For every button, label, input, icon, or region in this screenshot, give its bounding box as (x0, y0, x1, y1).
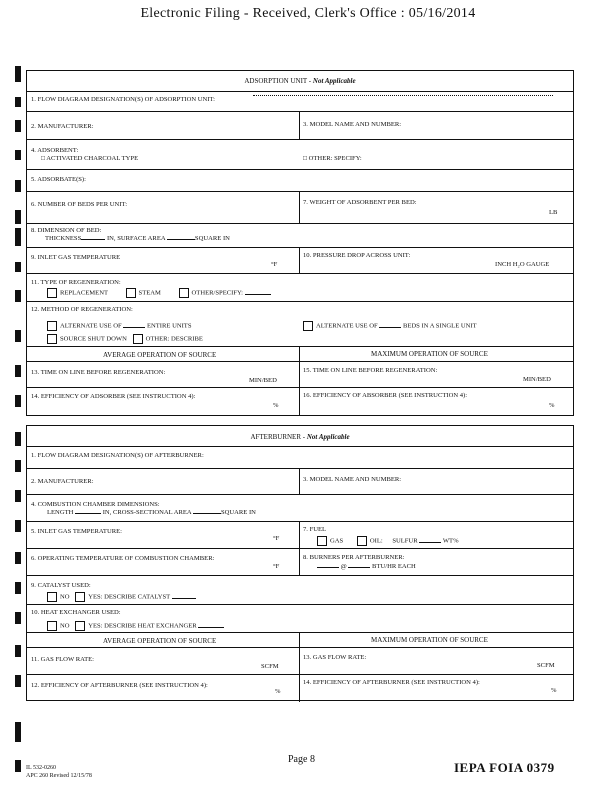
field-regeneration-method: 12. METHOD OF REGENERATION: (31, 306, 133, 313)
other-regeneration-input[interactable] (245, 294, 271, 295)
unit-scfm-max: SCFM (537, 662, 555, 669)
form-code-2: APC 260 Revised 12/15/78 (26, 773, 92, 779)
field-model: 3. MODEL NAME AND NUMBER: (303, 121, 402, 128)
field-ab-manufacturer: 2. MANUFACTURER: (31, 478, 94, 485)
unit-scfm-avg: SCFM (261, 663, 279, 670)
fuel-options: GAS OIL: SULFUR WT% (317, 536, 459, 546)
field-adsorbate: 5. ADSORBATE(S): (31, 176, 86, 183)
avg-operation-heading: AVERAGE OPERATION OF SOURCE (103, 351, 217, 359)
unit-percent-ab-avg: % (275, 688, 281, 695)
field-combustion-dimensions: 4. COMBUSTION CHAMBER DIMENSIONS: (31, 501, 160, 508)
field-efficiency-avg: 14. EFFICIENCY OF ADSORBER (SEE INSTRUCTION 4): (31, 393, 196, 400)
alternate-entire-units-option: ALTERNATE USE OF ENTIRE UNITS (47, 321, 192, 331)
field-time-online-max: 15. TIME ON LINE BEFORE REGENERATION: (303, 367, 438, 374)
field-efficiency-max: 16. EFFICIENCY OF ABSORBER (SEE INSTRUCTION 4): (303, 392, 468, 399)
field-heat-exchanger: 10. HEAT EXCHANGER USED: (31, 609, 121, 616)
option-other-adsorbent[interactable]: □ OTHER: SPECIFY: (303, 155, 362, 162)
unit-min-bed-max: MIN/BED (523, 376, 551, 383)
btu-input[interactable] (348, 567, 370, 568)
adsorption-title: ADSORPTION UNIT - Not Applicable (244, 77, 356, 85)
heat-exchanger-options: NO YES: DESCRIBE HEAT EXCHANGER (47, 621, 224, 631)
field-bed-dimension: 8. DIMENSION OF BED: (31, 227, 102, 234)
not-applicable-note: Not Applicable (306, 433, 350, 441)
field-fuel: 7. FUEL (303, 526, 327, 533)
max-operation-heading: MAXIMUM OPERATION OF SOURCE (371, 350, 488, 358)
ab-max-operation-heading: MAXIMUM OPERATION OF SOURCE (371, 636, 488, 644)
field-ab-model: 3. MODEL NAME AND NUMBER: (303, 476, 402, 483)
field-beds-per-unit: 6. NUMBER OF BEDS PER UNIT: (31, 201, 128, 208)
field-inlet-gas-temp: 9. INLET GAS TEMPERATURE (31, 254, 121, 261)
option-activated-charcoal[interactable]: □ ACTIVATED CHARCOAL TYPE (41, 155, 139, 162)
source-shutdown-checkbox[interactable] (47, 334, 57, 344)
unit-min-bed-avg: MIN/BED (249, 377, 277, 384)
unit-inch-h2o: INCH H₂O GAUGE (495, 261, 550, 268)
field-operating-temp: 6. OPERATING TEMPERATURE OF COMBUSTION CHAMBER: (31, 555, 215, 562)
afterburner-section (26, 425, 574, 701)
regeneration-type-options: REPLACEMENT STEAM OTHER/SPECIFY: (47, 288, 271, 298)
field-gas-flow-max: 13. GAS FLOW RATE: (303, 654, 367, 661)
catalyst-no-checkbox[interactable] (47, 592, 57, 602)
shutdown-other-options: SOURCE SHUT DOWN OTHER: DESCRIBE (47, 334, 203, 344)
afterburner-title: AFTERBURNER - Not Applicable (250, 433, 350, 441)
flow-diagram-input[interactable] (253, 95, 553, 96)
replacement-checkbox[interactable] (47, 288, 57, 298)
combustion-dimension-line: LENGTH IN, CROSS-SECTIONAL AREA SQUARE IN (47, 509, 256, 516)
unit-deg-f-5: °F (273, 535, 280, 542)
field-adsorbent: 4. ADSORBENT: (31, 147, 79, 154)
hx-yes-checkbox[interactable] (75, 621, 85, 631)
catalyst-yes-checkbox[interactable] (75, 592, 85, 602)
unit-deg-f: °F (271, 261, 278, 268)
field-ab-flow-diagram: 1. FLOW DIAGRAM DESIGNATION(S) OF AFTERBURNER: (31, 452, 204, 459)
other-method-checkbox[interactable] (133, 334, 143, 344)
unit-lb: LB (549, 209, 558, 216)
burner-count-input[interactable] (317, 567, 339, 568)
foia-stamp: IEPA FOIA 0379 (454, 760, 555, 775)
filing-header: Electronic Filing - Received, Clerk's Office : 05/16/2014 (140, 6, 476, 21)
surface-area-input[interactable] (167, 239, 195, 240)
field-flow-diagram: 1. FLOW DIAGRAM DESIGNATION(S) OF ADSORPTION UNIT: (31, 96, 215, 103)
unit-percent-avg: % (273, 402, 279, 409)
field-weight-adsorbent: 7. WEIGHT OF ADSORBENT PER BED: (303, 199, 417, 206)
field-pressure-drop: 10. PRESSURE DROP ACROSS UNIT: (303, 252, 411, 259)
field-manufacturer: 2. MANUFACTURER: (31, 123, 94, 130)
alternate-beds-option: ALTERNATE USE OF BEDS IN A SINGLE UNIT (303, 321, 477, 331)
burners-line: @ BTU/HR EACH (317, 563, 416, 571)
entire-units-count-input[interactable] (123, 327, 145, 328)
ab-avg-operation-heading: AVERAGE OPERATION OF SOURCE (103, 637, 217, 645)
alternate-beds-checkbox[interactable] (303, 321, 313, 331)
alternate-entire-checkbox[interactable] (47, 321, 57, 331)
field-ab-inlet-temp: 5. INLET GAS TEMPERATURE: (31, 528, 122, 535)
unit-percent-max: % (549, 402, 555, 409)
cross-section-input[interactable] (193, 513, 221, 514)
hx-input[interactable] (198, 627, 224, 628)
page-number: Page 8 (288, 754, 315, 765)
not-applicable-note: Not Applicable (312, 77, 356, 85)
gas-checkbox[interactable] (317, 536, 327, 546)
oil-checkbox[interactable] (357, 536, 367, 546)
field-ab-efficiency-avg: 12. EFFICIENCY OF AFTERBURNER (SEE INSTRUCTION 4): (31, 682, 208, 689)
unit-deg-f-6: °F (273, 563, 280, 570)
hx-no-checkbox[interactable] (47, 621, 57, 631)
sulfur-input[interactable] (419, 542, 441, 543)
field-catalyst: 9. CATALYST USED: (31, 582, 91, 589)
thickness-input[interactable] (81, 239, 105, 240)
field-gas-flow-avg: 11. GAS FLOW RATE: (31, 656, 95, 663)
length-input[interactable] (75, 513, 101, 514)
form-code-1: IL 532-0260 (26, 765, 56, 771)
beds-count-input[interactable] (379, 327, 401, 328)
field-ab-efficiency-max: 14. EFFICIENCY OF AFTERBURNER (SEE INSTRUCTION 4): (303, 679, 480, 686)
field-burners: 8. BURNERS PER AFTERBURNER: (303, 554, 405, 561)
catalyst-input[interactable] (172, 598, 196, 599)
catalyst-options: NO YES: DESCRIBE CATALYST (47, 592, 196, 602)
field-time-online-avg: 13. TIME ON LINE BEFORE REGENERATION: (31, 369, 166, 376)
steam-checkbox[interactable] (126, 288, 136, 298)
other-regeneration-checkbox[interactable] (179, 288, 189, 298)
field-regeneration-type: 11. TYPE OF REGENERATION: (31, 279, 121, 286)
unit-percent-ab-max: % (551, 687, 557, 694)
adsorption-unit-section (26, 70, 574, 416)
bed-dimension-line: THICKNESS IN, SURFACE AREA SQUARE IN (45, 235, 230, 242)
